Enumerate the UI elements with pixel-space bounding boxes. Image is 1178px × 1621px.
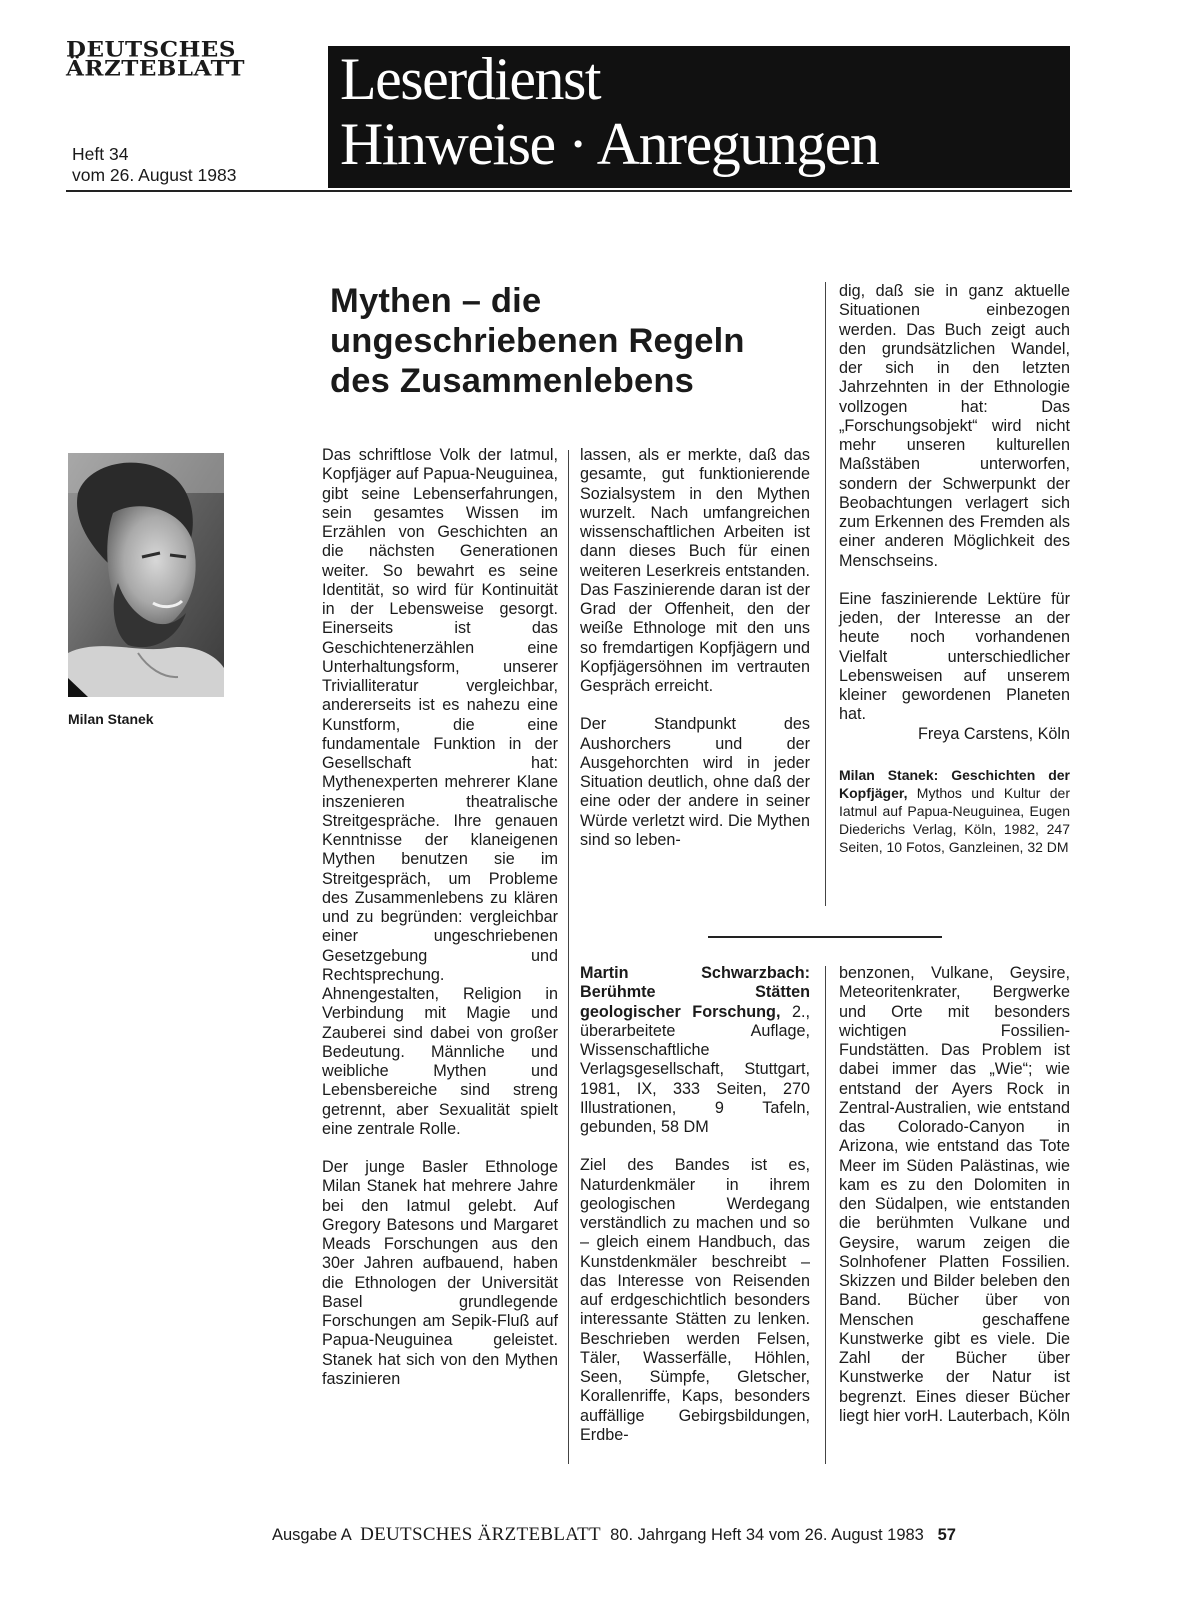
article2-bibliography (580, 964, 810, 1137)
masthead-logo (66, 36, 246, 82)
issue-heft: Heft 34 (72, 144, 129, 164)
article1-paragraph: Der Standpunkt des Aushorchers und der Ausgehorchten wird in jeder Situation deutlich, ohne daß der eine oder der andere in seiner Würde verletzt wird. Die Mythen sind so leben- (580, 715, 810, 849)
column-divider (825, 966, 826, 1464)
article1-biblio-title: Milan Stanek: Geschichten der Kopfjäger, (839, 766, 1070, 801)
column-divider (825, 282, 826, 906)
article2-biblio-details: 2., überarbeitete Auflage, Wissenschaftliche Verlagsgesellschaft, Stuttgart, 1981, IX, 333 Seiten, 270 Illustrationen, 9 Tafeln, gebunden, 58 DM (580, 1002, 810, 1136)
footer-volume: 80. Jahrgang Heft 34 vom 26. August 1983 (610, 1526, 924, 1544)
article1-column3 (839, 282, 1070, 856)
article1-signature: Freya Carstens, Köln (917, 724, 1070, 743)
photo-caption: Milan Stanek (68, 711, 154, 727)
headline-line3: des Zusammenlebens (330, 362, 695, 400)
article2-biblio-title: Martin Schwarzbach: Berühmte Stätten geologischer Forschung, (580, 964, 810, 1021)
article1-paragraph: lassen, als er merkte, daß das gesamte, gut funktionierende Sozialsystem in den Mythen wurzelt. Nach umfangreichen wissenschaftlichen Arbeiten ist dann dieses Buch für einen weiteren Leserkreis entstanden. Das Faszinierende daran ist der Grad der Offenheit, den der weiße Ethnologe mit den uns so fremdartigen Kopfjägern und Kopfjägersöhnen im vertrauten Gespräch erreicht. (580, 446, 810, 695)
article2-signature: H. Lauterbach, Köln (926, 1407, 1070, 1425)
masthead-line2: ÄRZTEBLATT (66, 55, 246, 82)
headline-line1: Mythen – die (330, 282, 542, 320)
footer-journal: DEUTSCHES ÄRZTEBLATT (360, 1524, 601, 1545)
article1-biblio-details: Mythos und Kultur der Iatmul auf Papua-Neuguinea, Eugen Diederichs Verlag, Köln, 1982, 247 Seiten, 10 Fotos, Ganzleinen, 32 DM (839, 784, 1070, 855)
banner-line2: Hinweise · Anregungen (340, 111, 879, 177)
headline-line2: ungeschriebenen Regeln (330, 322, 745, 360)
article2-column3 (839, 964, 1070, 1426)
article1-column1 (322, 446, 558, 1389)
article1-column2 (580, 446, 810, 850)
review-separator (708, 936, 942, 938)
masthead-line1: DEUTSCHES (66, 36, 236, 63)
article2-paragraph: benzonen, Vulkane, Geysire, Meteoritenkrater, Bergwerke und Orte mit besonders wichtigen Fossilien-Fundstätten. Das Problem ist dabei immer das „Wie“; wie entstand der Ayers Rock in Zentral-Australien, wie entstand das Colorado-Canyon in Arizona, wie entstand das Tote Meer im Süden Palästinas, wie kam es zu den Dolomiten in den Südalpen, wie entstanden die berühmten Vulkane und Geysire, warum zeigen die Solnhofener Platten Fossilien. Skizzen und Bilder beleben den Band. Bücher über von Menschen geschaffene Kunstwerke gibt es viele. Die Zahl der Bücher über Kunstwerke der Natur ist begrenzt. Eines dieser Bücher liegt hier vor. (839, 964, 1070, 1425)
article-headline (330, 281, 745, 401)
header-divider (66, 190, 1072, 192)
footer-edition: Ausgabe A (272, 1526, 351, 1544)
article1-bibliography (839, 766, 1070, 856)
column-divider (568, 450, 569, 1464)
section-banner-title (340, 47, 878, 177)
banner-line1: Leserdienst (340, 46, 601, 112)
article1-paragraph: Der junge Basler Ethnologe Milan Stanek hat mehrere Jahre bei den Iatmul gelebt. Auf Gregory Batesons und Margaret Meads Forschungen aus den 30er Jahren aufbauend, haben die Ethnologen der Universität Basel grundlegende Forschungen am Sepik-Fluß auf Papua-Neuguinea geleistet. Stanek hat sich von den Mythen faszinieren (322, 1158, 558, 1388)
page-number: 57 (937, 1526, 956, 1544)
article1-paragraph: dig, daß sie in ganz aktuelle Situationen einbezogen werden. Das Buch zeigt auch den grundsätzlichen Wandel, der sich in den letzten Jahrzehnten in der Ethnologie vollzogen hat: Das „Forschungsobjekt“ wird nicht mehr unseren kulturellen Maßstäben unterworfen, sondern der Schwerpunkt der Beobachtungen verlagert sich zum Erkennen des Fremden als einer anderen Möglichkeit des Menschseins. (839, 282, 1070, 570)
article1-paragraph: Das schriftlose Volk der Iatmul, Kopfjäger auf Papua-Neuguinea, gibt seine Lebenserfahrungen, sein gesamtes Wissen im Erzählen von Geschichten an die nächsten Generationen weiter. So bewahrt es seine Identität, so wird für Kontinuität in der Lebensweise gesorgt. Einerseits ist das Geschichtenerzählen eine Unterhaltungsform, unserer Trivialliteratur vergleichbar, andererseits ist es nahezu eine Kunstform, die eine fundamentale Funktion in der Gesellschaft hat: Mythenexperten mehrerer Klane inszenieren theatralische Streitgespräche. Ihre genauen Kenntnisse der klaneigenen Mythen benutzen sie im Streitgespräch, um Probleme des Zusammenlebens zu klären und zu begründen: vergleichbar einer ungeschriebenen Gesetzgebung und Rechtsprechung. Ahnengestalten, Religion in Verbindung mit Magie und Zauberei sind dabei von großer Bedeutung. Männliche und weibliche Mythen und Lebensbereiche sind streng getrennt, aber Sexualität spielt eine zentrale Rolle. (322, 446, 558, 1138)
author-photo (68, 453, 224, 697)
page-footer (272, 1524, 956, 1546)
article2-paragraph: Ziel des Bandes ist es, Naturdenkmäler in ihrem geologischen Werdegang verständlich zu machen und so – gleich einem Handbuch, das Kunstdenkmäler beschreibt – das Interesse von Reisenden auf erdgeschichtlich besonders interessante Stätten zu lenken. Beschrieben werden Felsen, Täler, Wasserfälle, Höhlen, Seen, Sümpfe, Gletscher, Korallenriffe, Kaps, besonders auffällige Gebirgsbildungen, Erdbe- (580, 1156, 810, 1444)
article2-column2 (580, 964, 810, 1445)
issue-info (72, 144, 236, 186)
issue-date: vom 26. August 1983 (72, 165, 237, 185)
article1-paragraph: Eine faszinierende Lektüre für jeden, der Interesse an der heute noch vorhandenen Vielfalt unterschiedlicher Lebensweisen auf unserem kleiner gewordenen Planeten hat. (839, 589, 1070, 724)
